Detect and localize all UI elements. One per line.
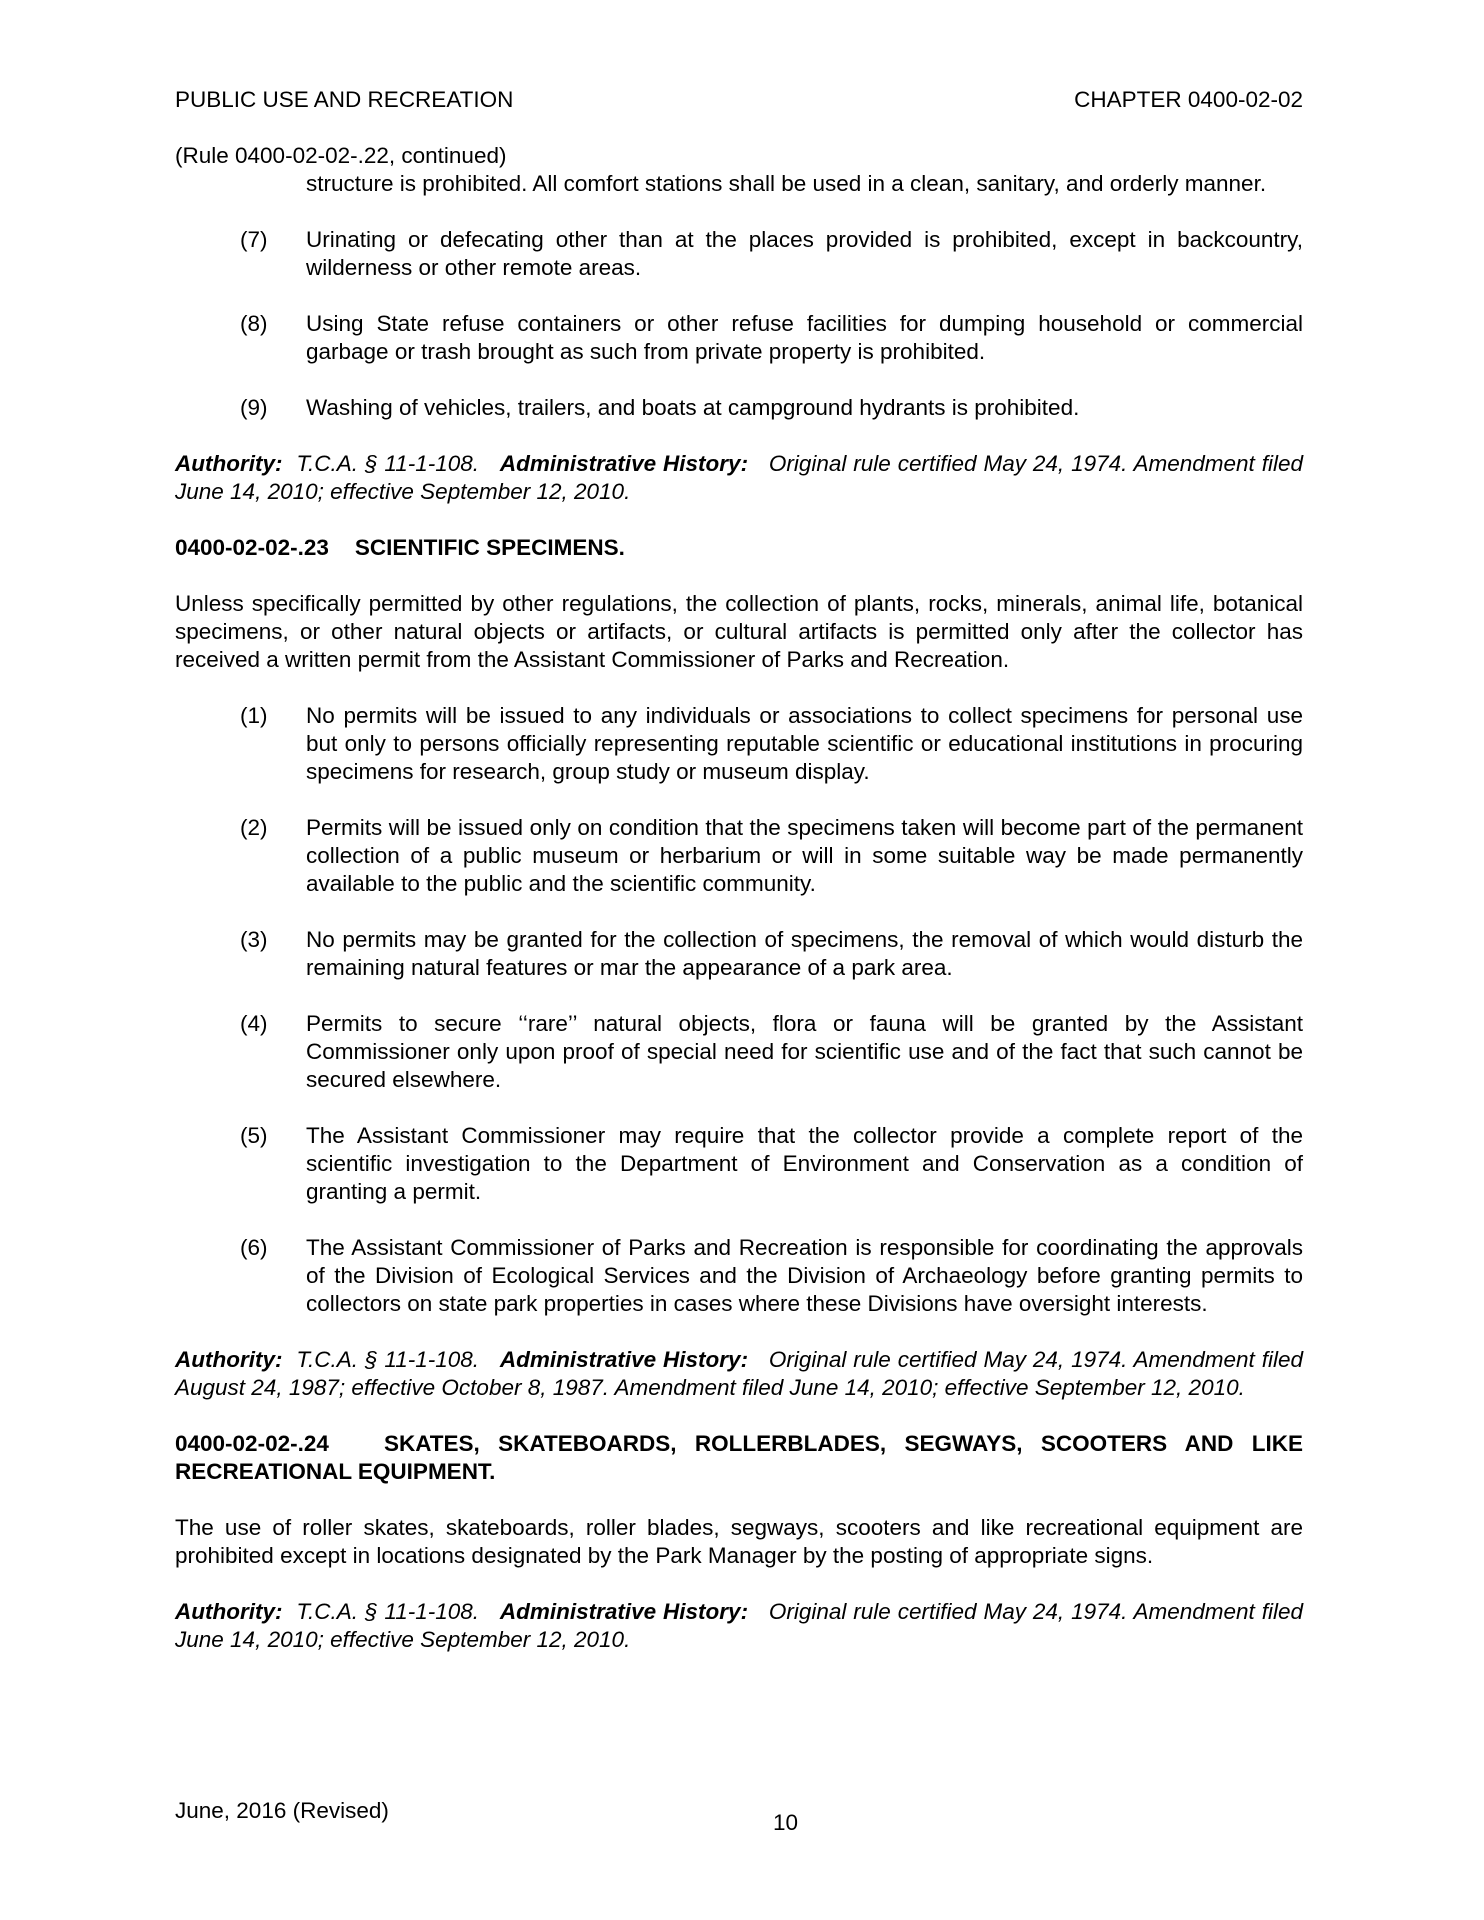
item-number: (8)	[240, 311, 268, 336]
list-item	[175, 394, 1303, 422]
footer-date: June, 2016 (Revised)	[175, 1798, 389, 1823]
history-label: Administrative History:	[499, 1599, 749, 1624]
item-number: (2)	[240, 815, 268, 840]
rule-continued-label: (Rule 0400-02-02-.22, continued)	[175, 143, 507, 168]
section-heading	[175, 534, 1303, 562]
history-label: Administrative History:	[499, 1347, 749, 1372]
item-text: Permits will be issued only on condition that the specimens taken will become part of the permanent collection of a public museum or herbarium or will in some suitable way be made permanently available to the public and the scientific community.	[306, 815, 1303, 896]
section-heading	[175, 1430, 1303, 1486]
item-number: (4)	[240, 1011, 268, 1036]
section-number: 0400-02-02-.23	[175, 535, 329, 560]
rule-22-cont-text: structure is prohibited. All comfort stations shall be used in a clean, sanitary, and orderly manner.	[306, 171, 1267, 196]
list-item	[175, 310, 1303, 366]
history-text: Original rule certified May 24, 1974. Amendment filed June 14, 2010; effective September 12, 2010.	[175, 451, 1303, 504]
page-number: 10	[773, 1810, 799, 1835]
list-item	[175, 1234, 1303, 1318]
item-text: The Assistant Commissioner of Parks and Recreation is responsible for coordinating the approvals of the Division of Ecological Services and the Division of Archaeology before granting permits to collectors on state park properties in cases where these Divisions have oversight interests.	[306, 1235, 1303, 1316]
authority-label: Authority:	[175, 1599, 283, 1624]
history-text: Original rule certified May 24, 1974. Amendment filed August 24, 1987; effective October 8, 1987. Amendment filed June 14, 2010; effective September 12, 2010.	[175, 1347, 1303, 1400]
item-text: The Assistant Commissioner may require that the collector provide a complete report of the scientific investigation to the Department of Environment and Conservation as a condition of granting a permit.	[306, 1123, 1303, 1204]
list-item	[175, 1010, 1303, 1094]
authority-note	[175, 1346, 1303, 1402]
authority-note	[175, 450, 1303, 506]
header-title: PUBLIC USE AND RECREATION	[175, 87, 514, 112]
item-number: (3)	[240, 927, 268, 952]
header-chapter: CHAPTER 0400-02-02	[1074, 87, 1303, 112]
item-text: Urinating or defecating other than at the places provided is prohibited, except in backcountry, wilderness or other remote areas.	[306, 227, 1303, 280]
item-number: (6)	[240, 1235, 268, 1260]
authority-label: Authority:	[175, 451, 283, 476]
item-number: (7)	[240, 227, 268, 252]
item-text: Washing of vehicles, trailers, and boats at campground hydrants is prohibited.	[306, 395, 1080, 420]
list-item	[175, 226, 1303, 282]
authority-cite: T.C.A. § 11-1-108.	[296, 1347, 480, 1372]
section-number: 0400-02-02-.24	[175, 1431, 329, 1456]
authority-cite: T.C.A. § 11-1-108.	[296, 451, 480, 476]
list-item	[175, 1122, 1303, 1206]
section-title: SCIENTIFIC SPECIMENS.	[354, 535, 625, 560]
section-intro: Unless specifically permitted by other regulations, the collection of plants, rocks, minerals, animal life, botanical specimens, or other natural objects or artifacts, or cultural artifacts is permitted only after the collector has received a written permit from the Assistant Commissioner of Parks and Recreation.	[175, 591, 1303, 672]
item-text: Permits to secure ‘‘rare’’ natural objects, flora or fauna will be granted by the Assistant Commissioner only upon proof of special need for scientific use and of the fact that such cannot be secured elsewhere.	[306, 1011, 1303, 1092]
item-text: No permits may be granted for the collection of specimens, the removal of which would disturb the remaining natural features or mar the appearance of a park area.	[306, 927, 1303, 980]
item-text: No permits will be issued to any individuals or associations to collect specimens for personal use but only to persons officially representing reputable scientific or educational institutions in procuring specimens for research, group study or museum display.	[306, 703, 1303, 784]
list-item	[175, 702, 1303, 786]
item-number: (5)	[240, 1123, 268, 1148]
section-body: The use of roller skates, skateboards, roller blades, segways, scooters and like recreational equipment are prohibited except in locations designated by the Park Manager by the posting of appropriate signs.	[175, 1515, 1303, 1568]
list-item	[175, 926, 1303, 982]
item-text: Using State refuse containers or other refuse facilities for dumping household or commercial garbage or trash brought as such from private property is prohibited.	[306, 311, 1303, 364]
list-item	[175, 814, 1303, 898]
page-content	[175, 142, 1303, 1654]
authority-label: Authority:	[175, 1347, 283, 1372]
authority-note	[175, 1598, 1303, 1654]
authority-cite: T.C.A. § 11-1-108.	[296, 1599, 480, 1624]
item-number: (9)	[240, 395, 268, 420]
history-label: Administrative History:	[499, 451, 749, 476]
history-text: Original rule certified May 24, 1974. Amendment filed June 14, 2010; effective September 12, 2010.	[175, 1599, 1303, 1652]
section-title: SKATES, SKATEBOARDS, ROLLERBLADES, SEGWAYS, SCOOTERS AND LIKE RECREATIONAL EQUIPMENT.	[175, 1431, 1303, 1484]
item-number: (1)	[240, 703, 268, 728]
